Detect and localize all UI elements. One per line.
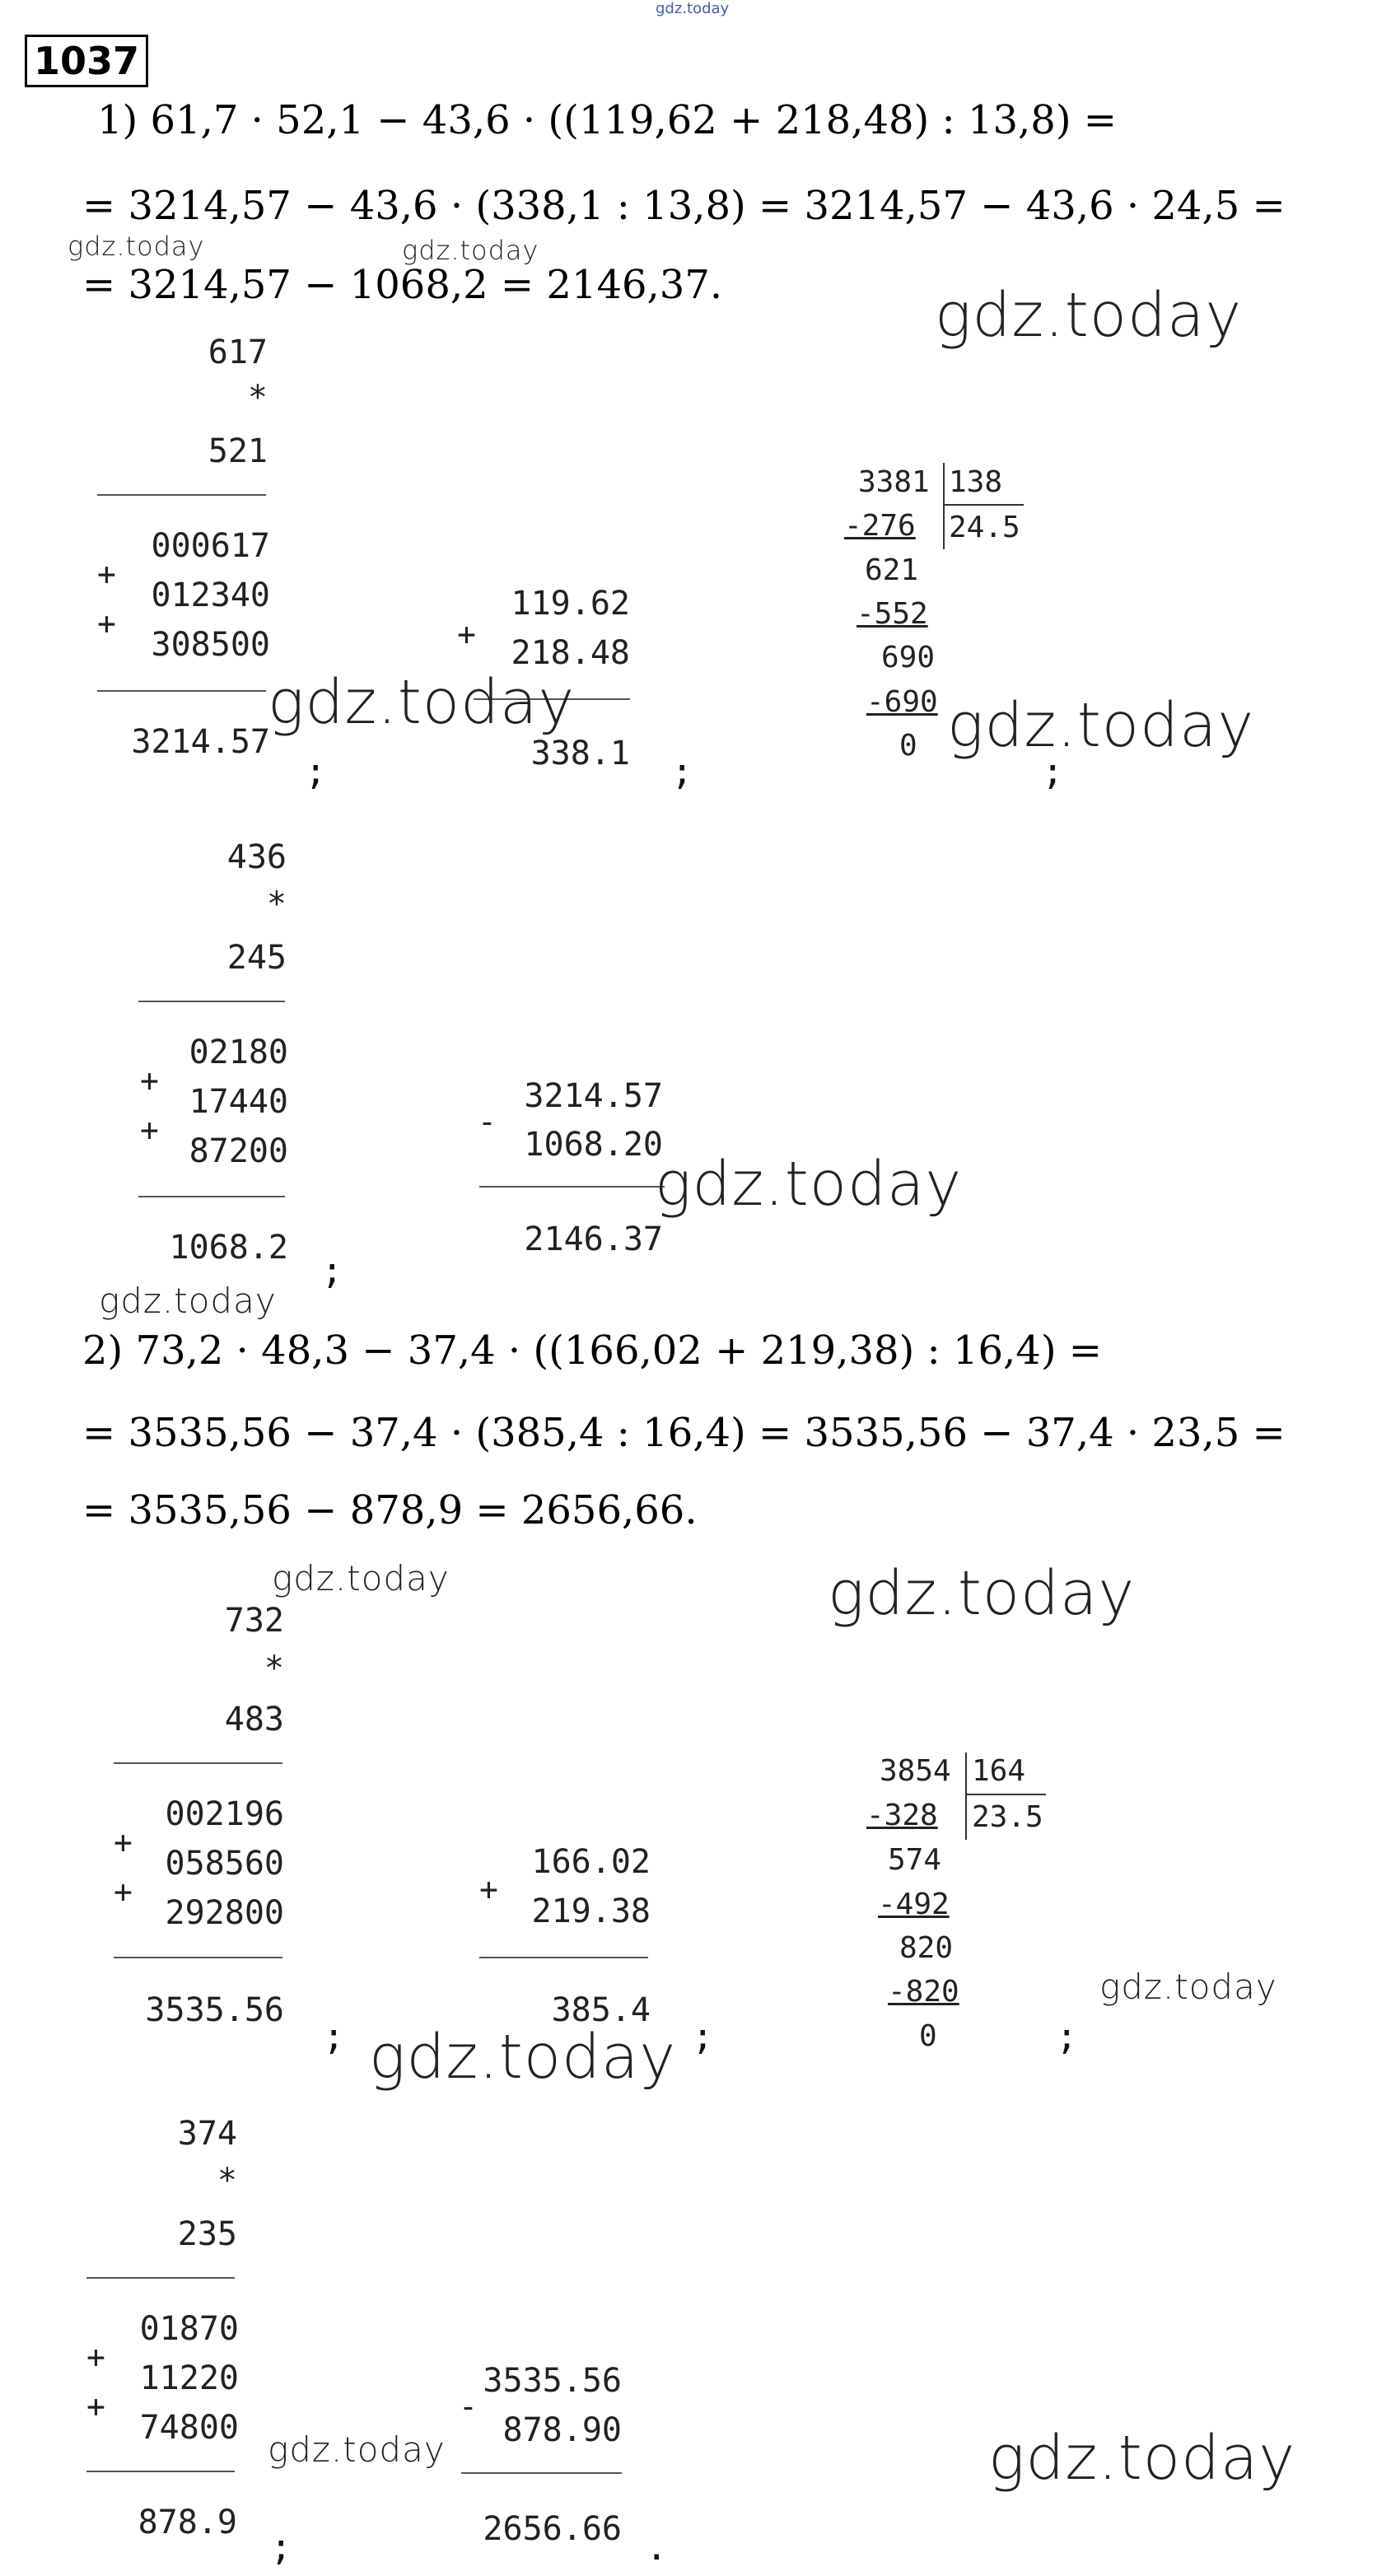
div-quotient: 24.5: [949, 511, 1020, 544]
div-divisor: 138: [949, 465, 1003, 499]
minus-sign: -: [478, 1104, 497, 1140]
mult-operator: *: [247, 379, 268, 417]
sub-result: 2146.37: [524, 1220, 663, 1258]
plus-sign: +: [86, 2339, 105, 2375]
div-subtract-3: -820: [888, 1975, 959, 2009]
div-remainder-3: 0: [919, 2019, 937, 2053]
add-term-b: 219.38: [531, 1892, 651, 1930]
mult-partial-1: 002196: [165, 1795, 284, 1833]
mult-result: 3214.57: [131, 723, 270, 761]
div-remainder-3: 0: [899, 729, 917, 763]
watermark: gdz.today: [935, 280, 1243, 351]
mult-factor-a: 732: [224, 1602, 284, 1640]
mult-partial-1: 01870: [139, 2310, 239, 2348]
div-dividend: 3854: [880, 1754, 951, 1788]
watermark: gdz.today: [272, 1558, 450, 1598]
div-subtract-1: -328: [866, 1799, 938, 1832]
sub-subtrahend: 878.90: [502, 2411, 622, 2449]
div-dividend: 3381: [858, 465, 930, 499]
div-subtract-2: -552: [857, 597, 928, 631]
mult-factor-b: 245: [226, 939, 287, 977]
mult-factor-b: 235: [177, 2215, 237, 2253]
mult-partial-2: 058560: [165, 1845, 284, 1883]
top-watermark: gdz.today: [656, 0, 730, 17]
mult-factor-b: 483: [224, 1701, 284, 1738]
watermark: gdz.today: [268, 2429, 446, 2470]
plus-sign: +: [140, 1062, 159, 1099]
mult-partial-3: 74800: [139, 2409, 239, 2447]
plus-sign: +: [114, 1824, 133, 1860]
mult-partial-3: 87200: [189, 1132, 288, 1170]
part2-equation-line3: = 3535,56 − 878,9 = 2656,66.: [82, 1487, 698, 1533]
watermark: gdz.today: [268, 667, 576, 738]
div-subtract-2: -492: [878, 1888, 950, 1921]
minus-sign: -: [459, 2388, 478, 2424]
mult-partial-1: 02180: [189, 1034, 288, 1071]
div-remainder-2: 820: [899, 1931, 954, 1965]
mult-operator: *: [266, 885, 287, 923]
sub-minuend: 3214.57: [524, 1077, 663, 1115]
part2-equation-line1: 2) 73,2 · 48,3 − 37,4 · ((166,02 + 219,38) : 16,4) =: [82, 1328, 1103, 1374]
watermark: gdz.today: [402, 235, 539, 266]
part1-equation-line1: 1) 61,7 · 52,1 − 43,6 · ((119,62 + 218,48) : 13,8) =: [97, 97, 1118, 143]
mult-partial-3: 308500: [151, 626, 270, 664]
add-result: 338.1: [530, 735, 630, 772]
mult-partial-1: 000617: [151, 527, 270, 565]
sub-result: 2656.66: [483, 2510, 622, 2548]
div-subtract-1: -276: [844, 509, 916, 543]
watermark: gdz.today: [99, 1281, 277, 1321]
semicolon: ;: [1056, 2016, 1078, 2058]
semicolon: ;: [321, 1250, 343, 1292]
plus-sign: +: [97, 605, 116, 642]
watermark: gdz.today: [369, 2022, 677, 2093]
mult-result: 1068.2: [169, 1229, 288, 1267]
plus-sign: +: [114, 1874, 133, 1910]
semicolon: ;: [692, 2016, 714, 2058]
part1-equation-line3: = 3214,57 − 1068,2 = 2146,37.: [82, 262, 723, 308]
mult-result: 878.9: [138, 2504, 237, 2541]
div-remainder-2: 690: [881, 641, 936, 674]
watermark: gdz.today: [947, 690, 1255, 761]
mult-factor-a: 436: [226, 838, 287, 876]
sub-subtrahend: 1068.20: [524, 1126, 663, 1164]
part2-equation-line2: = 3535,56 − 37,4 · (385,4 : 16,4) = 3535,56 − 37,4 · 23,5 =: [82, 1410, 1286, 1456]
add-term-a: 119.62: [511, 585, 630, 623]
mult-result: 3535.56: [145, 1991, 284, 2029]
watermark: gdz.today: [655, 1149, 963, 1220]
add-term-a: 166.02: [531, 1843, 651, 1881]
mult-partial-3: 292800: [165, 1894, 284, 1932]
plus-sign: +: [479, 1871, 498, 1907]
watermark: gdz.today: [68, 231, 205, 262]
watermark: gdz.today: [988, 2423, 1296, 2494]
mult-factor-a: 617: [208, 334, 268, 371]
mult-partial-2: 17440: [189, 1083, 288, 1121]
sub-minuend: 3535.56: [483, 2362, 622, 2400]
period: .: [646, 2527, 668, 2569]
div-divisor: 164: [972, 1754, 1026, 1788]
semicolon: ;: [1042, 751, 1064, 793]
plus-sign: +: [457, 616, 476, 652]
add-term-b: 218.48: [511, 634, 630, 672]
add-result: 385.4: [551, 1991, 651, 2029]
part1-equation-line2: = 3214,57 − 43,6 · (338,1 : 13,8) = 3214,57 − 43,6 · 24,5 =: [82, 183, 1286, 229]
plus-sign: +: [86, 2388, 105, 2424]
div-quotient: 23.5: [972, 1800, 1043, 1834]
semicolon: ;: [323, 2016, 345, 2058]
mult-partial-2: 012340: [151, 576, 270, 614]
mult-factor-a: 374: [177, 2115, 237, 2153]
mult-operator: *: [264, 1650, 284, 1687]
plus-sign: +: [140, 1112, 159, 1148]
plus-sign: +: [97, 556, 116, 592]
mult-operator: *: [217, 2162, 237, 2200]
div-remainder-1: 621: [865, 553, 919, 587]
watermark: gdz.today: [828, 1558, 1136, 1629]
mult-partial-2: 11220: [139, 2359, 239, 2397]
div-subtract-3: -690: [866, 685, 938, 719]
watermark: gdz.today: [1099, 1967, 1277, 2007]
mult-factor-b: 521: [208, 432, 268, 470]
task-number: 1037: [25, 35, 148, 87]
semicolon: ;: [270, 2527, 292, 2569]
semicolon: ;: [671, 751, 693, 793]
semicolon: ;: [305, 751, 327, 793]
div-remainder-1: 574: [888, 1843, 942, 1877]
